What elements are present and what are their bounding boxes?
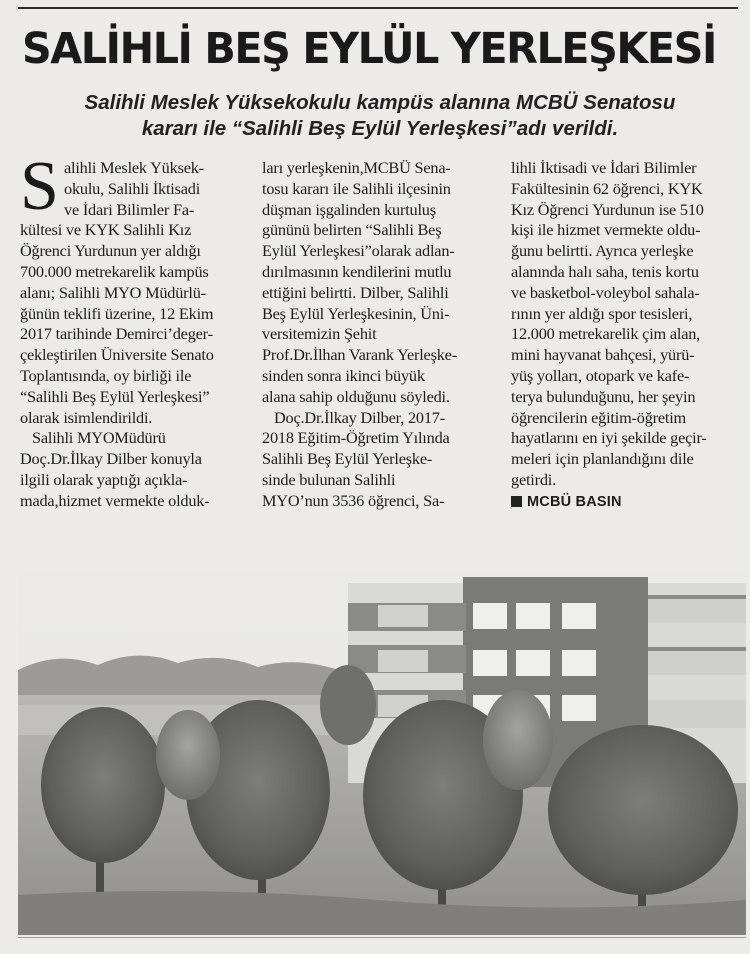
column-line: meleri için planlandığını dile	[511, 449, 694, 469]
column-line: kültesi ve KYK Salihli Kız	[20, 220, 192, 240]
column-line: Doç.Dr.İlkay Dilber, 2017-	[274, 407, 445, 427]
article-column-2	[262, 158, 500, 512]
column-line: ve İdari Bilimler Fa-	[64, 199, 195, 219]
column-line: dırılmasının kendilerini mutlu	[262, 261, 452, 281]
column-line: 2017 tarihinde Demirci’deger-	[20, 324, 213, 344]
column-line: mada,hizmet vermekte olduk-	[20, 490, 210, 510]
column-line: alihli Meslek Yüksek-	[64, 158, 204, 177]
column-line: 12.000 metrekarelik çim alan,	[511, 324, 701, 344]
top-rule	[18, 7, 738, 9]
column-line: terya bulunduğunu, her şeyin	[511, 386, 696, 406]
column-line: ğunu belirtti. Ayrıca yerleşke	[511, 241, 694, 261]
column-line: rının yer aldığı spor tesisleri,	[511, 303, 693, 323]
article-column-1	[20, 158, 252, 512]
column-line: olarak isimlendirildi.	[20, 407, 153, 427]
column-line: Toplantısında, oy birliği ile	[20, 365, 192, 385]
column-line: tosu kararı ile Salihli ilçesinin	[262, 178, 451, 198]
column-line: Eylül Yerleşkesi”olarak adlan-	[262, 241, 455, 261]
column-line: getirdi.	[511, 469, 556, 489]
subheadline	[40, 90, 720, 142]
column-line: ğünün teklifi üzerine, 12 Ekim	[20, 303, 214, 323]
column-line: ettiğini belirtti. Dilber, Salihli	[262, 282, 449, 302]
column-line: Beş Eylül Yerleşkesinin, Üni-	[262, 303, 450, 323]
column-line: düşman işgalinden kurtuluş	[262, 199, 436, 219]
column-line: sinden sonra ikinci büyük	[262, 365, 425, 385]
subheadline-line-2: kararı ile “Salihli Beş Eylül Yerleşkesi”adı verildi.	[141, 117, 619, 140]
photo-bottom-rule	[18, 937, 746, 938]
drop-cap: S	[20, 148, 59, 225]
credit: MCBÜ BASIN	[527, 493, 622, 510]
column-line: alanında halı saha, tenis kortu	[511, 261, 699, 281]
column-line: mini hayvanat bahçesi, yürü-	[511, 345, 695, 365]
column-line: 700.000 metrekarelik kampüs	[20, 261, 209, 281]
column-line: Öğrenci Yurdunun yer aldığı	[20, 241, 201, 261]
column-line: sinde bulunan Salihli	[262, 469, 396, 489]
column-line: Doç.Dr.İlkay Dilber konuyla	[20, 449, 202, 469]
column-line: lihli İktisadi ve İdari Bilimler	[511, 158, 697, 177]
column-line: ilgili olarak yaptığı açıkla-	[20, 469, 188, 489]
campus-photo	[18, 555, 746, 935]
column-line: Kız Öğrenci Yurdunun ise 510	[511, 199, 704, 219]
column-line: 2018 Eğitim-Öğretim Yılında	[262, 428, 450, 448]
article-column-3	[511, 158, 739, 513]
column-line: ve basketbol-voleybol sahala-	[511, 282, 700, 302]
column-line: hayatlarını en iyi şekilde geçir-	[511, 428, 707, 448]
column-line: ları yerleşkenin,MCBÜ Sena-	[262, 158, 451, 177]
column-line: Fakültesinin 62 öğrenci, KYK	[511, 178, 703, 198]
column-line: okulu, Salihli İktisadi	[64, 178, 201, 198]
credit-line	[511, 491, 739, 513]
column-line: versitemizin Şehit	[262, 324, 377, 344]
column-line: Prof.Dr.İlhan Varank Yerleşke-	[262, 345, 457, 365]
column-line: öğrencilerin eğitim-öğretim	[511, 407, 686, 427]
column-line: Salihli MYOMüdürü	[32, 428, 166, 448]
column-line: çekleştirilen Üniversite Senato	[20, 345, 214, 365]
column-line: Salihli Beş Eylül Yerleşke-	[262, 449, 433, 469]
subheadline-line-1: Salihli Meslek Yüksekokulu kampüs alanına MCBÜ Senatosu	[84, 91, 676, 114]
campus-photo-illustration	[18, 555, 746, 935]
column-line: gününü belirten “Salihli Beş	[262, 220, 442, 240]
column-line: alana sahip olduğunu söyledi.	[262, 386, 450, 406]
column-line: kişi ile hizmet vermekte oldu-	[511, 220, 701, 240]
column-line: MYO’nun 3536 öğrenci, Sa-	[262, 490, 445, 510]
column-line: yüş yolları, otopark ve kafe-	[511, 365, 690, 385]
headline: SALİHLİ BEŞ EYLÜL YERLEŞKESİ	[22, 24, 716, 74]
column-line: “Salihli Beş Eylül Yerleşkesi”	[20, 386, 210, 406]
column-line: alanı; Salihli MYO Müdürlü-	[20, 282, 206, 302]
credit-square-icon	[511, 496, 522, 507]
